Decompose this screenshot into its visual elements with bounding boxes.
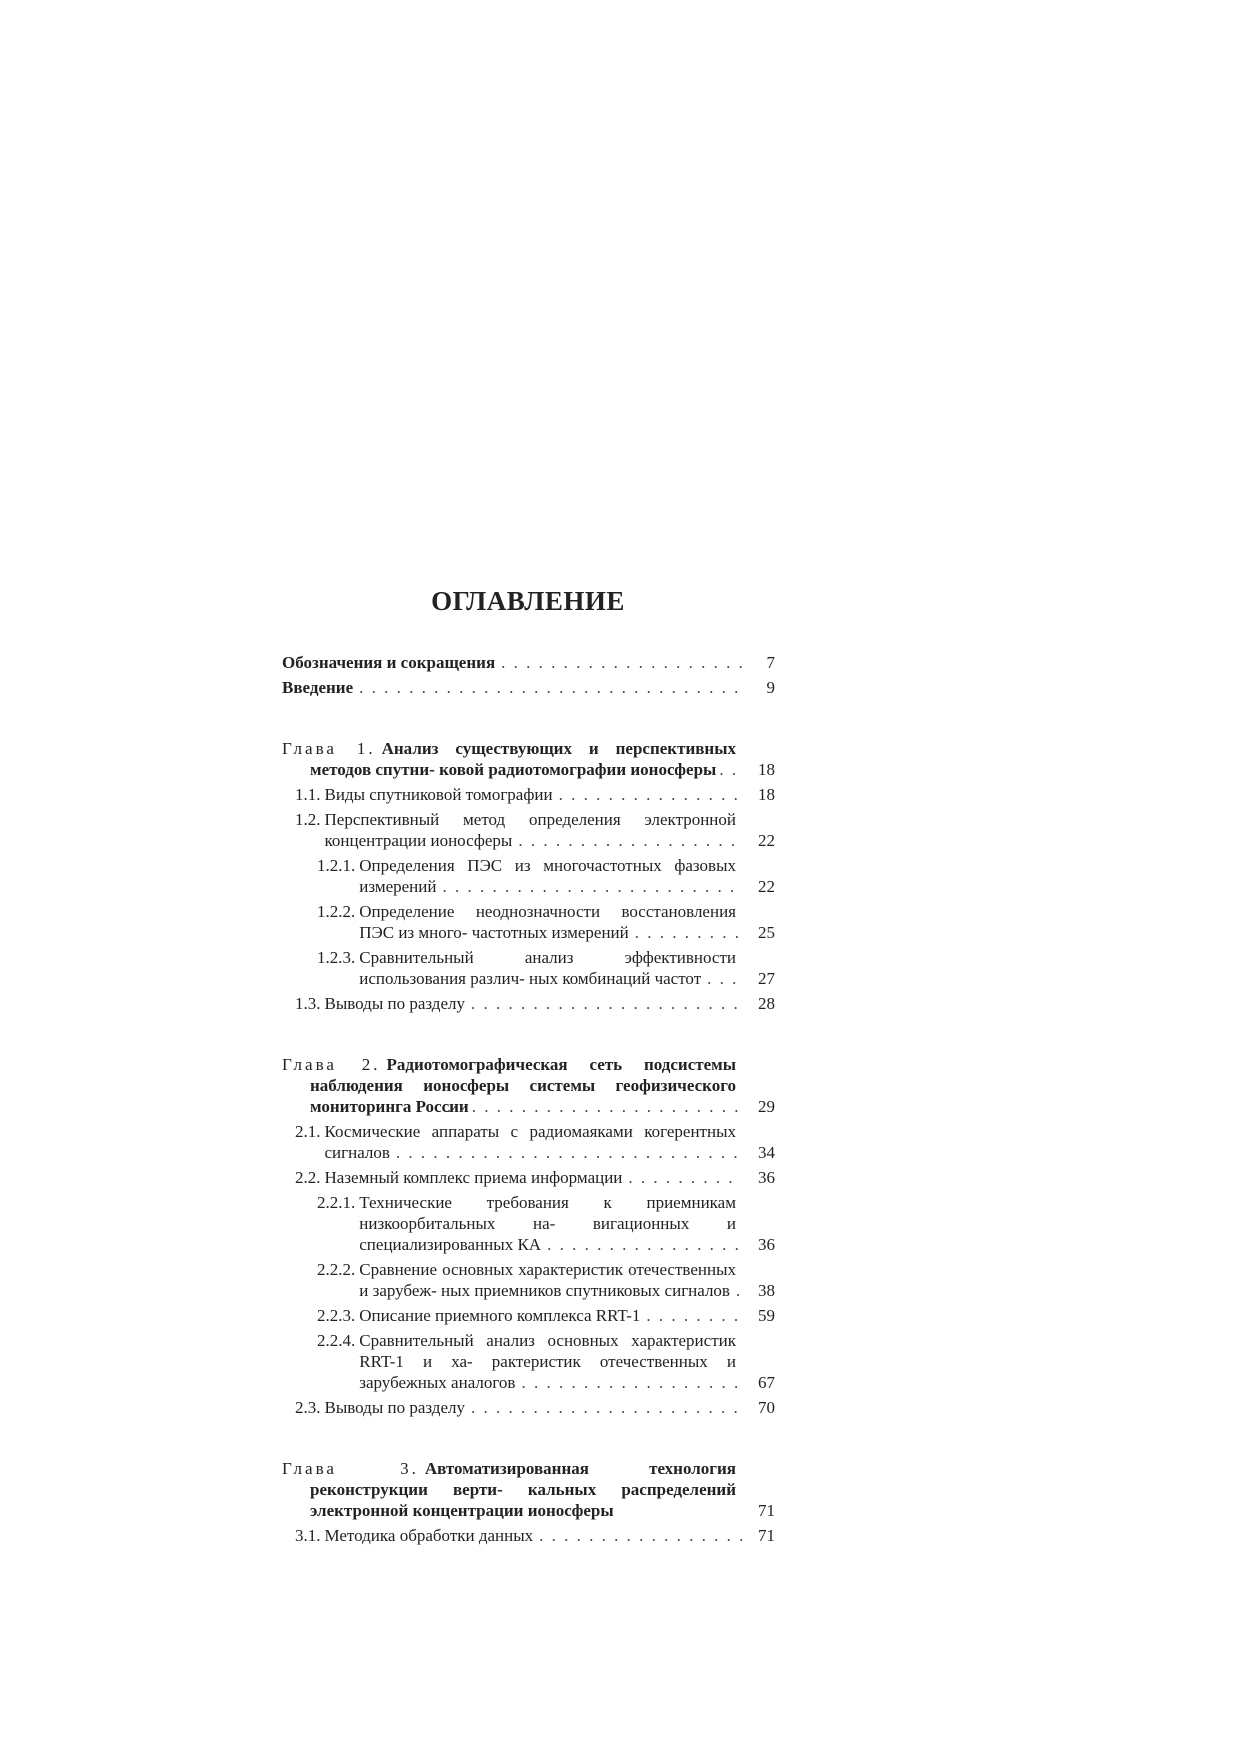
entry-label-line1: Технические требования к приемникам низкоорбитальных на- bbox=[359, 1193, 736, 1233]
toc-entry[interactable] bbox=[282, 1167, 775, 1188]
entry-label-line1: Сравнительный анализ эффективности использования различ- bbox=[359, 948, 736, 988]
entry-label-line1: Перспективный метод определения электронной концентрации bbox=[324, 810, 736, 850]
entry-label-line2: ионосферы системы геофизического мониторинга России bbox=[310, 1076, 737, 1116]
entry-label: Обозначения и сокращения bbox=[282, 653, 496, 672]
section-number: 2.2.3. bbox=[317, 1306, 356, 1325]
section-number: 1.2.1. bbox=[317, 856, 356, 875]
page-number: 25 bbox=[758, 923, 775, 942]
section-number: 2.1. bbox=[295, 1122, 321, 1141]
toc-entry[interactable] bbox=[282, 1397, 775, 1418]
toc-entry[interactable] bbox=[282, 1192, 775, 1255]
toc-entry[interactable] bbox=[282, 901, 775, 943]
page-number: 22 bbox=[758, 877, 775, 896]
page-number: 28 bbox=[758, 994, 775, 1013]
page-number: 22 bbox=[758, 831, 775, 850]
toc-entry[interactable] bbox=[282, 947, 775, 989]
entry-label-line2: ных приемников спутниковых сигналов bbox=[441, 1281, 730, 1300]
toc-entry[interactable] bbox=[282, 993, 775, 1014]
entry-label: Космические аппараты с радиомаяками когерентных сигналов bbox=[324, 1122, 736, 1162]
page-title: ОГЛАВЛЕНИЕ bbox=[431, 586, 625, 616]
page-number: 36 bbox=[758, 1235, 775, 1254]
entry-label: Введение bbox=[282, 678, 354, 697]
page-number: 27 bbox=[758, 969, 775, 988]
section-number: 2.3. bbox=[295, 1398, 321, 1417]
entry-label: Описание приемного комплекса RRT-1 bbox=[359, 1306, 641, 1325]
toc-entry[interactable] bbox=[282, 1259, 775, 1301]
chapter-prefix: Глава 2. bbox=[282, 1055, 381, 1074]
entry-label-line2: ковой радиотомографии ионосферы bbox=[439, 760, 717, 779]
chapter-prefix: Глава 1. bbox=[282, 739, 376, 758]
entry-label-line1: Сравнительный анализ основных характеристик RRT-1 и ха- bbox=[359, 1331, 736, 1371]
section-number: 1.2.2. bbox=[317, 902, 356, 921]
entry-label: Методика обработки данных bbox=[324, 1526, 534, 1545]
section-number: 1.2.3. bbox=[317, 948, 356, 967]
entry-label-line2: рактеристик отечественных и зарубежных аналогов bbox=[359, 1352, 736, 1392]
toc-entry[interactable] bbox=[282, 1305, 775, 1326]
toc-entry[interactable] bbox=[282, 809, 775, 851]
entry-label-line2: вигационных и специализированных КА bbox=[359, 1214, 736, 1254]
toc-entry[interactable] bbox=[282, 677, 775, 698]
section-number: 2.2.2. bbox=[317, 1260, 356, 1279]
entry-label-line2: ионосферы bbox=[430, 831, 513, 850]
section-number: 3.1. bbox=[295, 1526, 321, 1545]
chapter-heading[interactable] bbox=[282, 738, 775, 780]
page-number: 70 bbox=[758, 1398, 775, 1417]
page-number: 36 bbox=[758, 1168, 775, 1187]
section-number: 2.2. bbox=[295, 1168, 321, 1187]
entry-label: Выводы по разделу bbox=[324, 1398, 465, 1417]
chapter-prefix: Глава 3. bbox=[282, 1459, 419, 1478]
page-number: 7 bbox=[766, 653, 775, 672]
entry-label-line2: ных комбинаций частот bbox=[529, 969, 702, 988]
page-number: 38 bbox=[758, 1281, 775, 1300]
page-number: 71 bbox=[758, 1526, 775, 1545]
toc-entry[interactable] bbox=[282, 1525, 775, 1546]
entry-label: Выводы по разделу bbox=[324, 994, 465, 1013]
chapter-heading[interactable] bbox=[282, 1054, 775, 1117]
chapter-heading[interactable] bbox=[282, 1458, 775, 1521]
section-number: 2.2.4. bbox=[317, 1331, 356, 1350]
entry-label: Виды спутниковой томографии bbox=[324, 785, 553, 804]
page-number: 29 bbox=[758, 1097, 775, 1116]
toc-entry[interactable] bbox=[282, 855, 775, 897]
entry-label: Наземный комплекс приема информации bbox=[324, 1168, 623, 1187]
page-number: 18 bbox=[758, 785, 775, 804]
page-number: 71 bbox=[758, 1501, 775, 1520]
section-number: 1.1. bbox=[295, 785, 321, 804]
entry-label-line1: Автоматизированная технология реконструкции верти- bbox=[310, 1459, 736, 1499]
section-number: 1.2. bbox=[295, 810, 321, 829]
table-of-contents bbox=[282, 652, 775, 1550]
toc-entry[interactable] bbox=[282, 1121, 775, 1163]
page-number: 34 bbox=[758, 1143, 775, 1162]
page-number: 67 bbox=[758, 1373, 775, 1392]
toc-entry[interactable] bbox=[282, 1330, 775, 1393]
entry-label-line1: Определение неоднозначности восстановления ПЭС из много- bbox=[359, 902, 736, 942]
entry-label-line2: частотных измерений bbox=[471, 923, 629, 942]
entry-label-line2: кальных распределений электронной концентрации ионосферы bbox=[310, 1480, 736, 1520]
section-number: 1.3. bbox=[295, 994, 321, 1013]
toc-entry[interactable] bbox=[282, 652, 775, 673]
entry-label-line1: Сравнение основных характеристик отечественных и зарубеж- bbox=[359, 1260, 736, 1300]
page-number: 9 bbox=[766, 678, 775, 697]
entry-label-line1: Анализ существующих и перспективных методов спутни- bbox=[310, 739, 736, 779]
entry-label: Определения ПЭС из многочастотных фазовых измерений bbox=[359, 856, 736, 896]
entry-label-line1: Радиотомографическая сеть подсистемы наблюдения bbox=[310, 1055, 736, 1095]
page-number: 59 bbox=[758, 1306, 775, 1325]
page-number: 18 bbox=[758, 760, 775, 779]
toc-entry[interactable] bbox=[282, 784, 775, 805]
section-number: 2.2.1. bbox=[317, 1193, 356, 1212]
